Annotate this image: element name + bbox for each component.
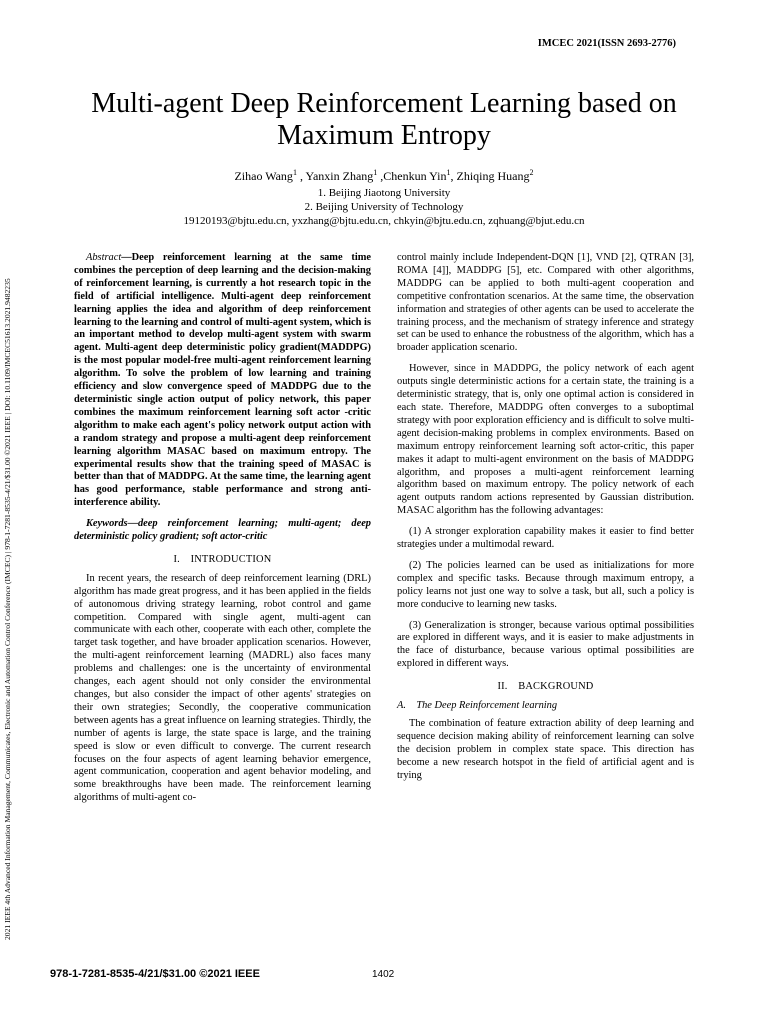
affiliation-2: 2. Beijing University of Technology [304,201,464,213]
abstract-dash: — [121,252,132,263]
section-heading-background: II. BACKGROUND [497,681,594,693]
section-heading-introduction: I. INTRODUCTION [173,553,272,565]
author-list [0,168,768,184]
sidebar-doi-text: 2021 IEEE 4th Advanced Information Management, Communicates, Electronic and Automation Control Conference (IMCEC) | 978-1-7281-8535-4/21/$31.00 ©2021 IEEE | DOI: 10.1109/IMCEC51613.2021.9482235 [3,278,12,940]
left-column [74,252,371,813]
intro-paragraph-continued: control mainly include Independent-DQN [1], VND [2], QTRAN [3], ROMA [4]], MADDPG [5], etc. Compared with other algorithms, MADDPG can be applied to both multi-agent cooperation and competitive confrontation scenarios. At the same time, the observation information and strategies of other agents can be used to accelerate the training process, and the mechanism of strategy inference and strategy set can be used to enhance the robustness of the algorithm, which has a broader application scenario. [397,252,694,354]
right-column [397,252,694,791]
author-name: , Yanxin Zhang [296,169,374,183]
background-paragraph: The combination of feature extraction ability of deep learning and sequence decision making ability of reinforcement learning can solve the decision problem in complex state space. This direction has become a new research hotspot in the field of artificial agent and is trying [397,718,694,781]
author-affil-mark: 1 [292,168,297,177]
intro-paragraph: In recent years, the research of deep reinforcement learning (DRL) algorithm has made great progress, and it has been applied in the fields of autonomous driving strategy learning, robot control and game competition. Compared with single agent, multi-agent can communicate with each other, cooperate with each other, complete the target task together, and have broader application scenarios. However, the multi-agent reinforcement learning (MADRL) also faces many problems and challenges: one is the uncertainty of environmental changes, each agent should not only consider the environmental changes, but also consider the impact of other agents' strategies on their own strategies; Secondly, the cooperative communication between agents has a great influence on learning strategies. Thirdly, the number of agents is large, the state space is large, and the training speed is slow or even difficult to converge. The current research focuses on the four aspects of agent learning behavior emergence, agent communication, cooperation and agent behavior modeling, and some breakthroughs have been made. The reinforcement learning algorithms of multi-agent co- [74,572,371,804]
abstract [74,252,371,510]
author-name: Zihao Wang [234,169,293,183]
abstract-text: Deep reinforcement learning at the same time combines the perception of deep learning and the decision-making of reinforcement learning, is currently a hot research topic in the field of artificial intelligence. Multi-agent deep reinforcement learning applies the idea and algorithm of deep reinforcement learning to the learning and control of multi-agent system, which is an important method to develop multi-agent system with swarm agent. Multi-agent deep deterministic policy gradient(MADDPG) is the most popular model-free multi-agent reinforcement learning algorithm. To solve the problem of low learning and training efficiency and slow convergence speed of MADDPG due to the deterministic single action output of policy network, this paper combines the maximum reinforcement learning soft actor -critic algorithm to make each agent's policy network output action with a random strategy and propose a multi-agent deep reinforcement learning algorithm MASAC based on maximum entropy. The experimental results show that the training speed of MASAC is better than that of MADDPG. At the same time, the learning agent has good performance, stable performance and strong anti-interference ability. [74,252,371,509]
page-number: 1402 [372,969,395,980]
advantage-2: (2) The policies learned can be used as initializations for more complex and specific tasks. Because through maximum entropy, a policy learns not just one way to solve a task, but all, such a policy is more conducive to learning new tasks. [397,559,694,610]
subsection-heading: A. The Deep Reinforcement learning [397,700,558,712]
conference-header: IMCEC 2021(ISSN 2693-2776) [537,38,676,49]
author-affil-mark: 1 [446,168,451,177]
advantage-3: (3) Generalization is stronger, because various optimal possibilities are explored in different ways, and it is easier to make adjustments in the face of disturbance, because various optimal possibilities are explored in different ways. [397,619,694,670]
author-name: , Zhiqing Huang [450,169,530,183]
author-name: ,Chenkun Yin [377,169,447,183]
abstract-label: Abstract [86,252,122,263]
keywords: Keywords—deep reinforcement learning; multi-agent; deep deterministic policy gradient; soft actor-critic [74,518,371,543]
author-affil-mark: 2 [529,168,534,177]
author-affil-mark: 1 [373,168,378,177]
advantage-1: (1) A stronger exploration capability makes it easier to find better strategies under a multimodal reward. [397,526,694,551]
intro-paragraph: However, since in MADDPG, the policy network of each agent outputs single deterministic actions for a certain state, the training is a deterministic strategy, that is, only one optimal action is considered in each state. Therefore, MADDPG often converges to a suboptimal strategy with poor exploration efficiency and is difficult to solve multi-agent decision-making problems in complex environments. Based on maximum entropy reinforcement learning soft actor-critic, this paper makes it adapt to multi-agent environment on the basis of MADDPG algorithm, and proposes a multi-agent reinforcement learning algorithm based on maximum entropy. The policy network of each agent outputs random actions represented by Gaussian distribution. MASAC algorithm has the following advantages: [397,363,694,517]
footer-isbn: 978-1-7281-8535-4/21/$31.00 ©2021 IEEE [50,968,260,980]
affiliation-1: 1. Beijing Jiaotong University [317,187,451,199]
paper-title: Multi-agent Deep Reinforcement Learning based on Maximum Entropy [91,88,677,151]
author-emails: 19120193@bjtu.edu.cn, yxzhang@bjtu.edu.cn, chkyin@bjtu.edu.cn, zqhuang@bjut.edu.cn [183,215,585,227]
